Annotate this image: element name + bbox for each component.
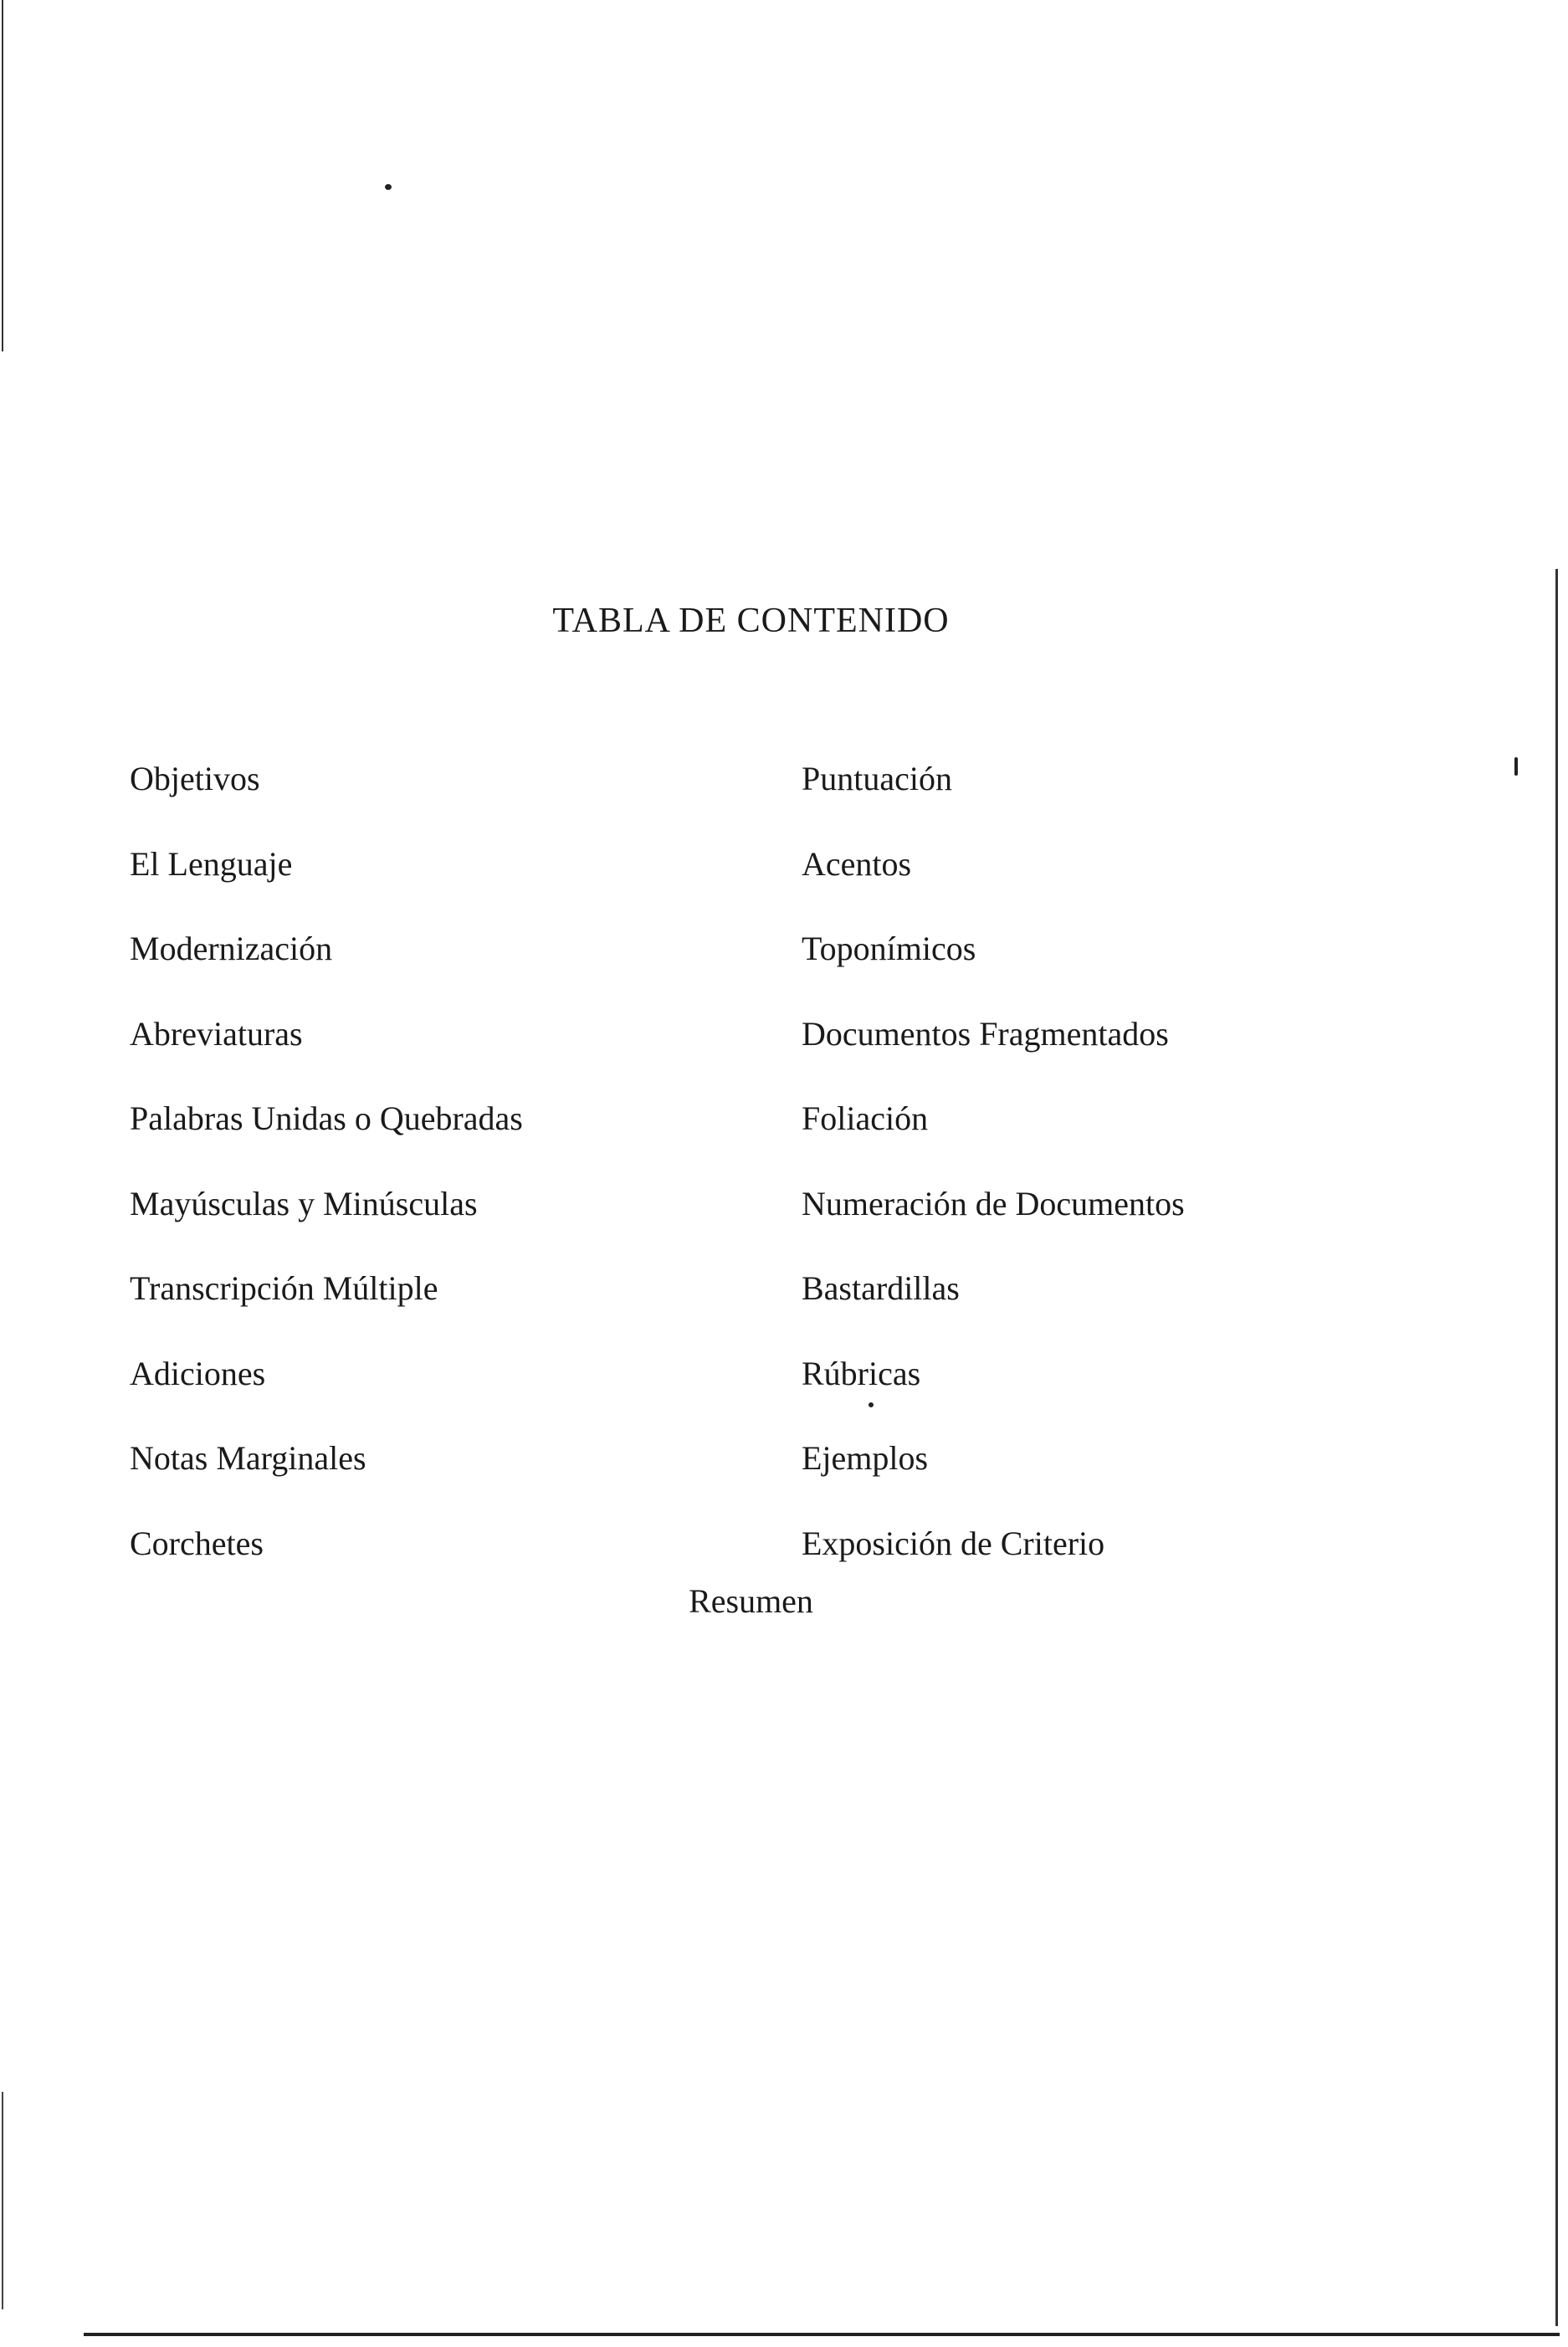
scan-speck [1514, 757, 1518, 776]
scan-edge-left [2, 0, 3, 351]
scan-edge-right [1555, 569, 1558, 2326]
toc-entry: Exposición de Criterio [802, 1524, 1105, 1562]
toc-entry: Adiciones [130, 1354, 266, 1392]
toc-entry: Ejemplos [802, 1439, 929, 1477]
toc-entry: Notas Marginales [130, 1439, 366, 1477]
toc-entry: Foliación [802, 1099, 929, 1137]
toc-entry: Objetivos [130, 760, 260, 797]
toc-entry: Corchetes [130, 1524, 264, 1562]
toc-entry: Rúbricas [802, 1354, 921, 1392]
toc-entry: El Lenguaje [130, 844, 293, 883]
scan-edge-left-lower [2, 2092, 3, 2309]
toc-entry: Puntuación [802, 760, 952, 797]
toc-entry: Documentos Fragmentados [802, 1014, 1169, 1053]
toc-entry: Abreviaturas [130, 1014, 303, 1053]
toc-entry: Palabras Unidas o Quebradas [130, 1099, 523, 1137]
toc-entry: Toponímicos [802, 930, 976, 967]
toc-entry: Acentos [802, 844, 912, 883]
toc-entry-final: Resumen [689, 1582, 813, 1620]
toc-entry: Transcripción Múltiple [130, 1269, 438, 1307]
scan-speck [385, 184, 392, 190]
toc-entry: Mayúsculas y Minúsculas [130, 1184, 478, 1222]
toc-entry: Bastardillas [802, 1269, 960, 1307]
scan-edge-bottom [84, 2333, 1560, 2336]
toc-left-column [130, 736, 766, 1586]
toc-entry: Modernización [130, 930, 333, 967]
toc-right-column [802, 736, 1471, 1586]
toc-entry: Numeración de Documentos [802, 1184, 1185, 1222]
page-title: TABLA DE CONTENIDO [552, 602, 950, 640]
